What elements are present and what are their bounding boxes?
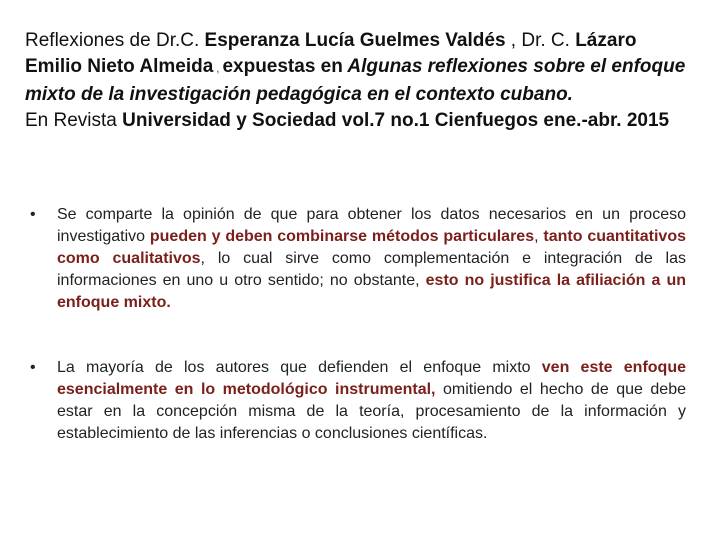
- highlight: ven este enfoque esencialmente en lo metodológico instrumental,: [57, 359, 687, 398]
- bullet-dot: •: [30, 359, 36, 376]
- article-title: Algunas reflexiones sobre el enfoque mixto de la investigación pedagógica en el contexto cubano.: [25, 56, 686, 105]
- header-exposed-in: expuestas en: [222, 56, 343, 77]
- highlight: pueden y deben combinarse métodos particulares: [149, 228, 535, 245]
- bullet-item-1: [30, 204, 686, 314]
- bullet-list: [30, 204, 686, 445]
- citation-header: [25, 28, 697, 134]
- author-1: Esperanza Lucía Guelmes Valdés: [204, 30, 506, 51]
- bullet-item-2: [30, 357, 686, 445]
- header-intro: Reflexiones de Dr.C.: [25, 30, 205, 51]
- bullet-dot: •: [30, 206, 36, 223]
- journal-prefix: En Revista: [25, 110, 123, 131]
- header-separator: ,: [213, 63, 223, 75]
- author-2: Lázaro Emilio Nieto Almeida: [25, 30, 637, 77]
- bullet-text: ,: [534, 228, 544, 245]
- bullet-text: Se comparte la opinión de que para obtener los datos necesarios en un proceso investigativo: [57, 206, 686, 245]
- bullet-text: , lo cual sirve como complementación e integración de las informaciones en uno u otro sentido; no obstante,: [57, 250, 687, 289]
- header-title-sep: , Dr. C.: [505, 30, 576, 51]
- bullet-text: La mayoría de los autores que defienden el enfoque mixto: [57, 359, 542, 376]
- journal-name: Universidad y Sociedad vol.7 no.1 Cienfuegos ene.-abr. 2015: [122, 110, 670, 131]
- highlight: tanto cuantitativos como cualitativos: [57, 228, 687, 267]
- bullet-text: omitiendo el hecho de que debe estar en la concepción misma de la teoría, procesamiento de la información y establecimiento de las inferencias o conclusiones científicas.: [57, 381, 687, 442]
- highlight: esto no justifica la afiliación a un enfoque mixto.: [57, 272, 686, 311]
